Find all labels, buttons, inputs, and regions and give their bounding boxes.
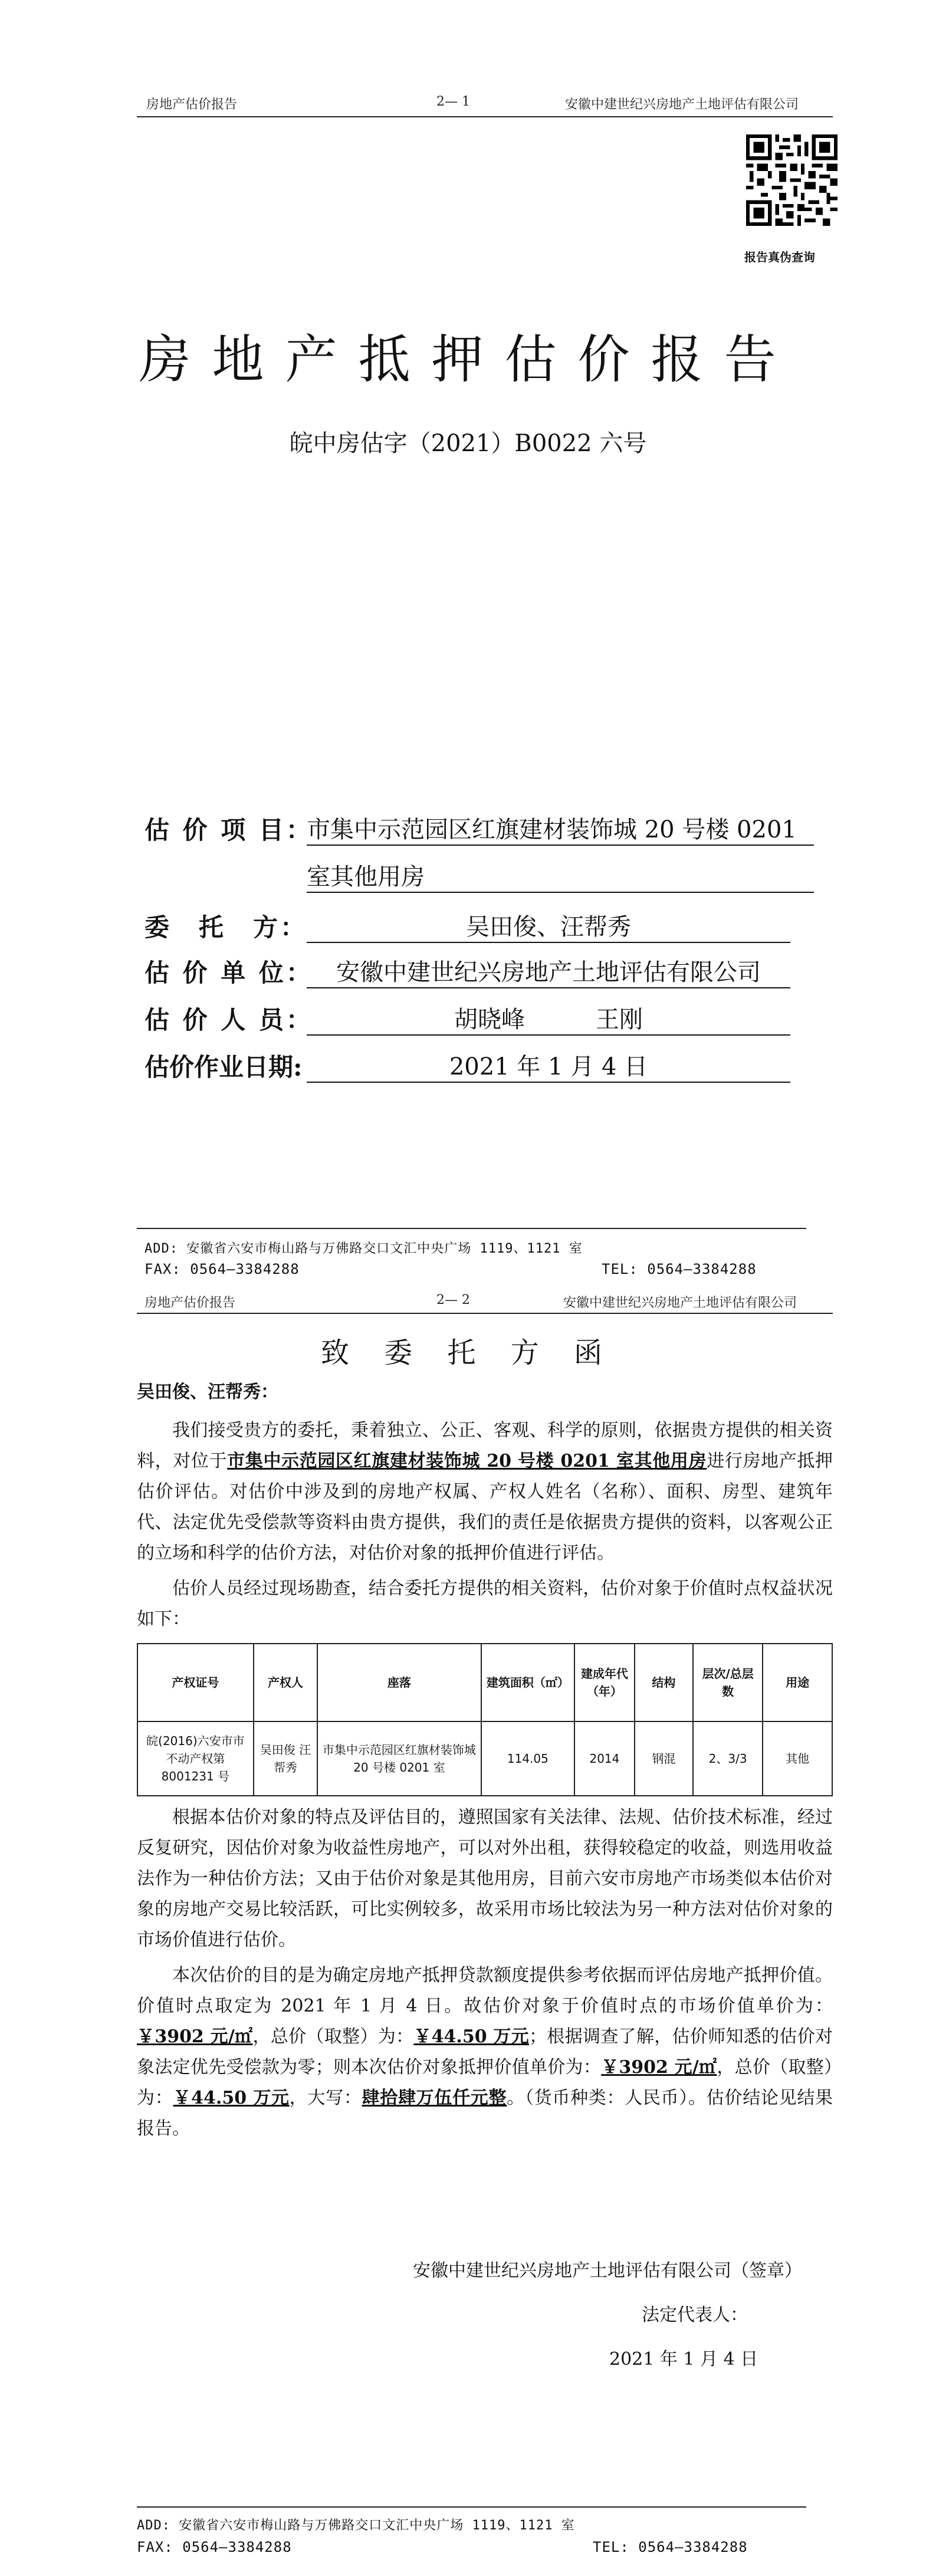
cell-area: 114.05 xyxy=(481,1721,574,1796)
conclusion-text-b: ，总价（取整）为： xyxy=(252,2026,414,2047)
footer-fax: FAX: 0564—3384288 xyxy=(144,1261,300,1277)
paragraph-method: 根据本估价对象的特点及评估目的，遵照国家有关法律、法规、估价技术标准，经过反复研究，因估价对象为收益性房地产，可以对外出租，获得较稳定的收益，则选用收益法作为一种估价方法；又由于估价对象是其他用房，目前六安市房地产市场类似本估价对象的房地产交易比较活跃，可比实例较多，故采用市场比较法为另一种方法对估价对象的市场价值进行估价。 xyxy=(137,1807,833,1950)
mortgage-unit-price: ￥3902 元/㎡ xyxy=(601,2057,717,2078)
label-project: 估 价 项 目： xyxy=(144,816,313,845)
cell-built-year: 2014 xyxy=(574,1721,635,1796)
cell-floor: 2、3/3 xyxy=(693,1721,763,1796)
table-row xyxy=(137,1721,832,1796)
qr-caption: 报告真伪查询 xyxy=(744,250,815,264)
cell-owner: 吴田俊 汪帮秀 xyxy=(254,1721,317,1796)
conclusion-text-f: 。（货币种类：人民币）。估价结论见结果报告。 xyxy=(137,2088,833,2139)
header-page-number: 2— 1 xyxy=(436,94,470,109)
table-header-row xyxy=(137,1644,832,1721)
conclusion-text-d: ，总价（取整）为： xyxy=(137,2057,833,2108)
label-appraisers: 估 价 人 员： xyxy=(144,1006,313,1034)
cell-location: 市集中示范园区红旗材装饰城 20 号楼 0201 室 xyxy=(317,1721,481,1796)
price-in-words: 肆拾肆万伍仟元整 xyxy=(362,2088,507,2108)
footer-address: ADD: 安徽省六安市梅山路与万佛路交口文汇中央广场 1119、1121 室 xyxy=(137,2518,575,2533)
intro-text-b: 进行房地产抵押估价评估。对估价中涉及到的房地产权属、产权人姓名（名称）、面积、房型、建筑年代、法定优先受偿款等资料由贵方提供，我们的责任是依据贵方提供的资料，以客观公正的立场和科学的估价方法，对估价对象的抵押价值进行评估。 xyxy=(137,1451,833,1563)
cell-usage: 其他 xyxy=(763,1721,832,1796)
mortgage-total-price: ￥44.50 万元 xyxy=(173,2088,290,2108)
value-appraisers: 胡晓峰 王刚 xyxy=(307,1001,790,1036)
cell-cert-no: 皖(2016)六安市市不动产权第 8001231 号 xyxy=(137,1721,254,1796)
header-right: 安徽中建世纪兴房地产土地评估有限公司 xyxy=(565,97,799,112)
header-right: 安徽中建世纪兴房地产土地评估有限公司 xyxy=(563,1296,797,1310)
header-left: 房地产估价报告 xyxy=(146,97,238,112)
col-usage: 用途 xyxy=(763,1644,832,1721)
property-location: 市集中示范园区红旗建材装饰城 20 号楼 0201 室其他用房 xyxy=(227,1451,707,1471)
col-location: 座落 xyxy=(317,1644,481,1721)
col-structure: 结构 xyxy=(635,1644,693,1721)
paragraph-survey: 估价人员经过现场勘查，结合委托方提供的相关资料，估价对象于价值时点权益状况如下： xyxy=(137,1578,833,1629)
value-client: 吴田俊、汪帮秀 xyxy=(307,908,790,943)
property-table xyxy=(137,1643,833,1796)
footer-fax: FAX: 0564—3384288 xyxy=(137,2539,292,2555)
col-cert-no: 产权证号 xyxy=(137,1644,254,1721)
footer-rule xyxy=(137,2506,806,2508)
value-project-cont: 室其他用房 xyxy=(307,858,814,893)
market-total-price: ￥44.50 万元 xyxy=(413,2026,529,2047)
report-title: 房地产抵押估价报告 xyxy=(139,329,797,390)
header-left: 房地产估价报告 xyxy=(144,1296,236,1310)
value-work-date: 2021 年 1 月 4 日 xyxy=(307,1048,790,1083)
cell-structure: 钢混 xyxy=(635,1721,693,1796)
market-unit-price: ￥3902 元/㎡ xyxy=(137,2026,253,2047)
intro-text-a: 我们接受贵方的委托，秉着独立、公正、客观、科学的原则，依据贵方提供的相关资料，对位于 xyxy=(137,1420,833,1471)
conclusion-text-a: 本次估价的目的是为确定房地产抵押贷款额度提供参考依据而评估房地产抵押价值。价值时点取定为 2021 年 1 月 4 日。故估价对象于价值时点的市场价值单价为： xyxy=(137,1965,833,2016)
label-appraiser-unit: 估 价 单 位： xyxy=(144,958,313,987)
qr-code-icon[interactable] xyxy=(746,134,838,226)
signature-date: 2021 年 1 月 4 日 xyxy=(609,2349,758,2370)
report-number: 皖中房估字（2021）B0022 六号 xyxy=(289,430,647,457)
col-built-year: 建成年代（年） xyxy=(574,1644,635,1721)
letter-title: 致 委 托 方 函 xyxy=(320,1336,616,1369)
footer-tel: TEL: 0564—3384288 xyxy=(602,1261,757,1277)
paragraph-conclusion xyxy=(137,1960,833,2144)
paragraph-intro xyxy=(137,1415,833,1569)
signature-company: 安徽中建世纪兴房地产土地评估有限公司（签章） xyxy=(413,2260,802,2281)
signature-legal-rep: 法定代表人： xyxy=(642,2305,748,2325)
col-floor: 层次/总层数 xyxy=(693,1644,763,1721)
header-rule xyxy=(137,116,833,117)
label-client: 委 托 方： xyxy=(144,913,308,942)
footer-rule xyxy=(137,1228,806,1229)
footer-tel: TEL: 0564—3384288 xyxy=(593,2539,748,2555)
conclusion-text-e: ，大写： xyxy=(289,2088,362,2108)
col-owner: 产权人 xyxy=(254,1644,317,1721)
value-project: 市集中示范园区红旗建材装饰城 20 号楼 0201 xyxy=(307,811,814,846)
salutation: 吴田俊、汪帮秀： xyxy=(137,1382,278,1402)
label-work-date: 估价作业日期: xyxy=(144,1053,303,1082)
header-rule xyxy=(137,1313,833,1314)
col-area: 建筑面积（㎡） xyxy=(481,1644,574,1721)
letter-body xyxy=(137,1415,833,2149)
footer-address: ADD: 安徽省六安市梅山路与万佛路交口文汇中央广场 1119、1121 室 xyxy=(144,1241,583,1256)
header-page-number: 2— 2 xyxy=(436,1293,470,1307)
value-appraiser-unit: 安徽中建世纪兴房地产土地评估有限公司 xyxy=(307,954,790,988)
conclusion-text-c: ；根据调查了解，估价师知悉的估价对象法定优先受偿款为零；则本次估价对象抵押价值单价为： xyxy=(137,2026,833,2078)
